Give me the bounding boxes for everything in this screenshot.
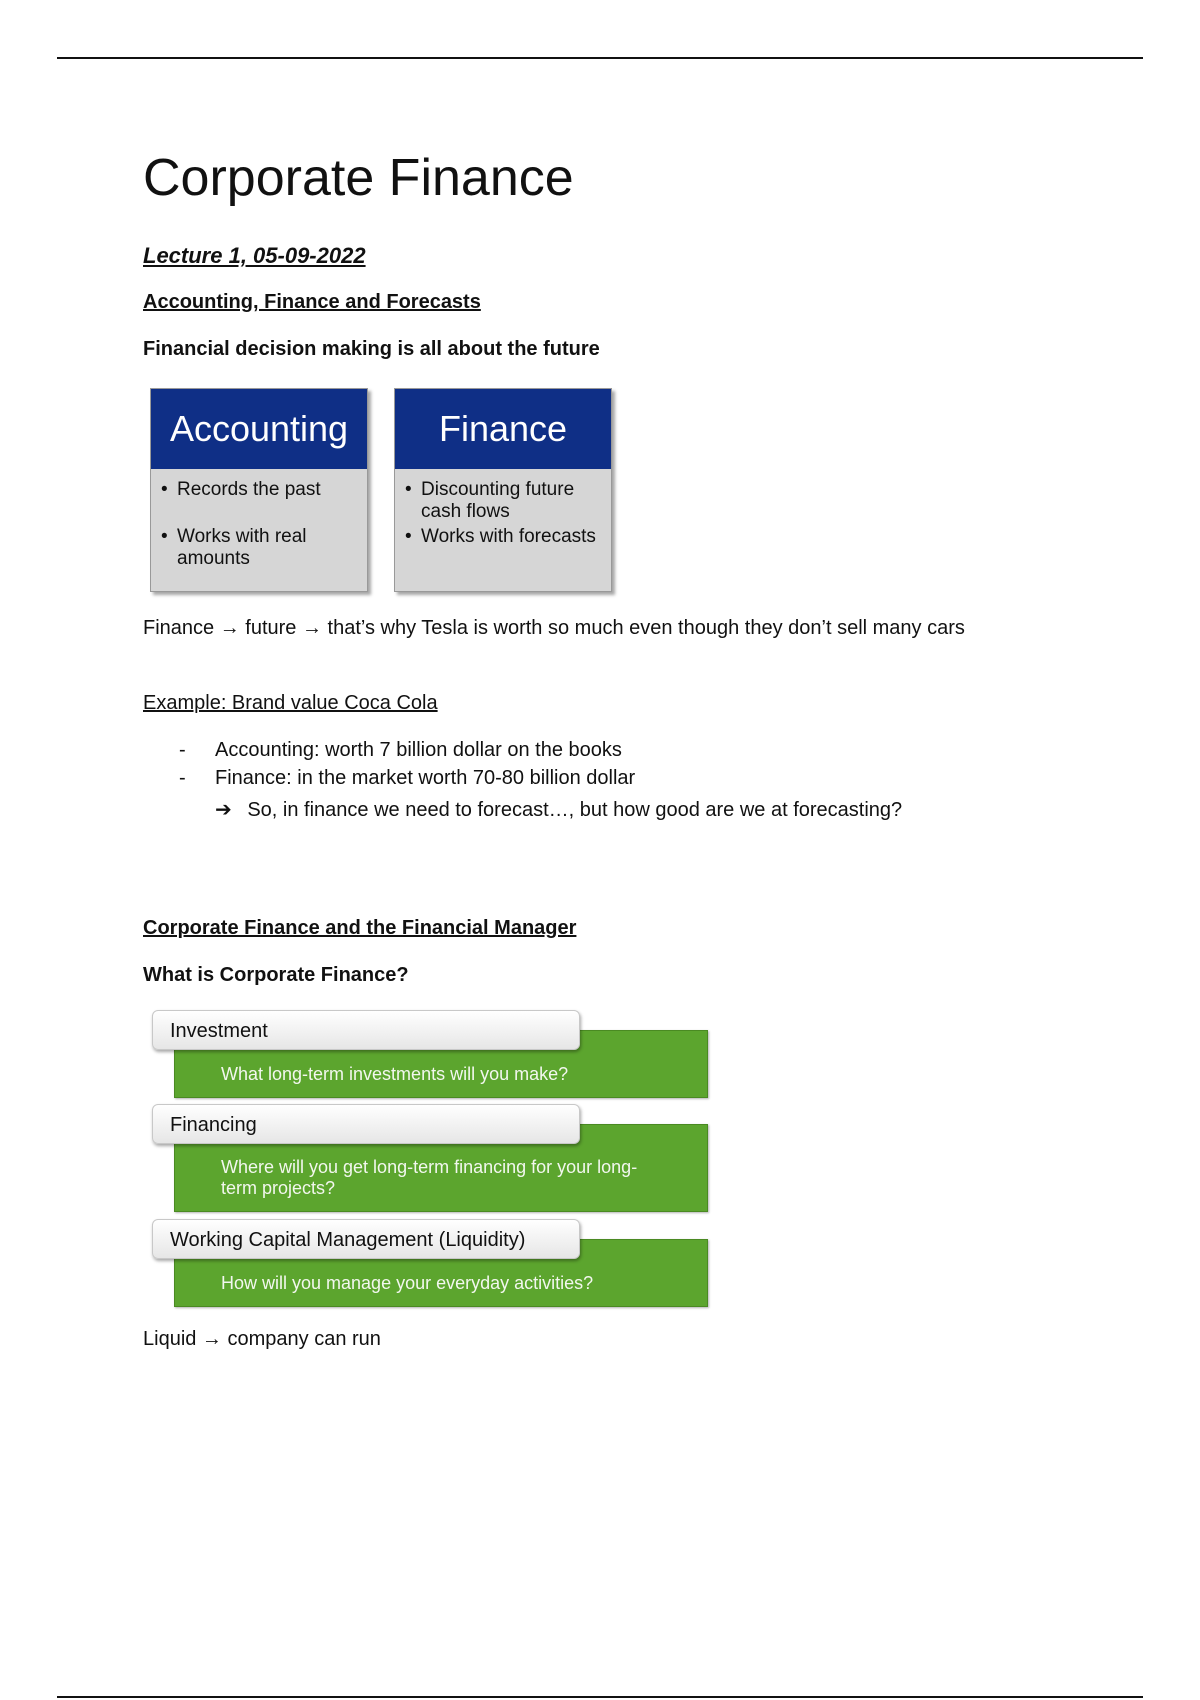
finance-box [394,388,612,592]
liquid-note: Liquid → company can run [143,1328,381,1350]
arrow-icon: ➔ [215,799,232,821]
example-heading: Example: Brand value Coca Cola [143,692,438,714]
bullet-icon: • [161,526,168,547]
working-capital-label: Working Capital Management (Liquidity) [152,1219,580,1259]
section2-heading: Corporate Finance and the Financial Manager [143,917,577,939]
list-item: • Works with forecasts [405,526,596,547]
lecture-heading: Lecture 1, 05-09-2022 [143,243,366,268]
finance-box-list [395,469,611,548]
investment-label: Investment [152,1010,580,1050]
accounting-box [150,388,368,592]
bullet-icon: • [161,479,168,500]
page-title: Corporate Finance [143,149,574,207]
investment-question-panel: What long-term investments will you make? [174,1030,708,1098]
example-conclusion: ➔ So, in finance we need to forecast…, but how good are we at forecasting? [215,799,903,821]
bullet-icon: • [405,479,412,500]
list-item: • Records the past [161,479,321,500]
section2-subheading: What is Corporate Finance? [143,964,409,986]
financing-question-panel: Where will you get long-term financing for your long-term projects? [174,1124,708,1212]
list-item: • Discounting future cash flows [405,479,575,522]
header-rule [57,57,1143,59]
accounting-box-title: Accounting [151,389,367,469]
footer-rule [57,1696,1143,1698]
working-capital-question-panel: How will you manage your everyday activities? [174,1239,708,1307]
finance-note: Finance → future → that’s why Tesla is worth so much even though they don’t sell many cars [143,617,965,639]
financing-label: Financing [152,1104,580,1144]
finance-box-title: Finance [395,389,611,469]
section1-heading: Accounting, Finance and Forecasts [143,291,481,313]
bullet-icon: • [405,526,412,547]
accounting-box-list [151,469,367,570]
list-item: • Works with real amounts [161,526,307,569]
section1-subheading: Financial decision making is all about the future [143,338,600,360]
